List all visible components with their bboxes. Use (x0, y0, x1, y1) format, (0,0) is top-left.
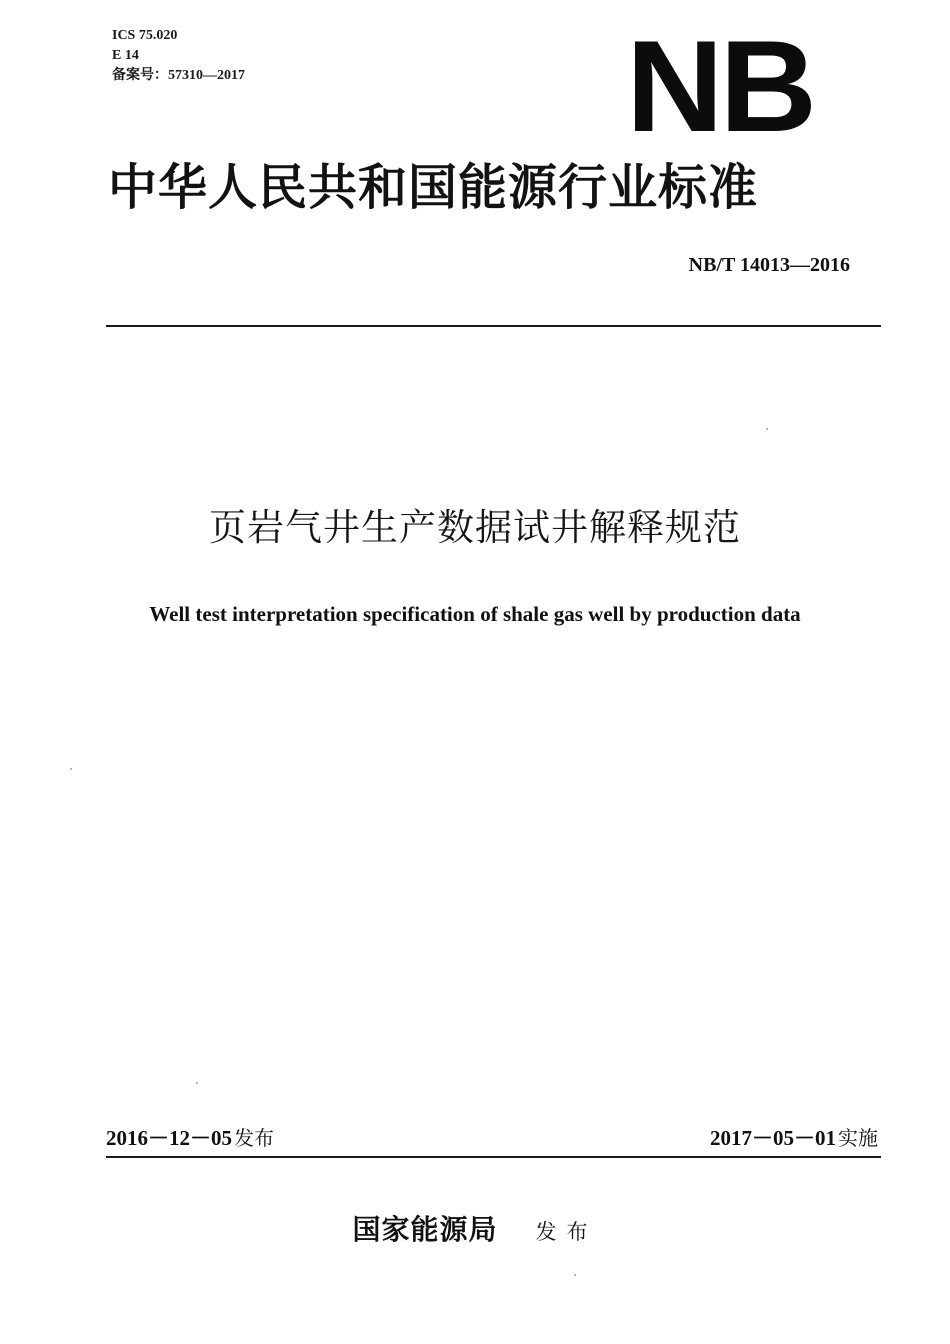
scan-speck (196, 1082, 198, 1084)
title-chinese: 页岩气井生产数据试井解释规范 (209, 506, 741, 549)
org-title: 中华人民共和国能源行业标准 (108, 159, 759, 216)
ics-code: ICS 75.020 (112, 28, 178, 43)
publisher-line (0, 1210, 950, 1252)
top-divider (106, 325, 881, 327)
header-meta (112, 26, 245, 86)
publisher-action: 发布 (535, 1220, 598, 1244)
nb-logo: NB (626, 13, 813, 159)
issue-label: 发布 (234, 1126, 274, 1150)
title-english: Well test interpretation specification of shale gas well by production data (149, 602, 801, 626)
scan-speck (766, 428, 768, 430)
implement-date-line (560, 1124, 878, 1152)
bottom-divider (106, 1156, 881, 1158)
issue-date: 2016－12－05 (106, 1126, 232, 1150)
scan-speck (574, 1274, 576, 1276)
implement-date: 2017－05－01 (710, 1126, 836, 1150)
ccs-code: E 14 (112, 48, 139, 63)
implement-label: 实施 (838, 1126, 878, 1150)
scan-speck (70, 768, 72, 770)
issue-date-line (106, 1124, 274, 1152)
filing-number: 备案号：57310—2017 (112, 68, 245, 83)
standard-number: NB/T 14013—2016 (688, 254, 850, 276)
publisher-name: 国家能源局 (352, 1213, 498, 1246)
